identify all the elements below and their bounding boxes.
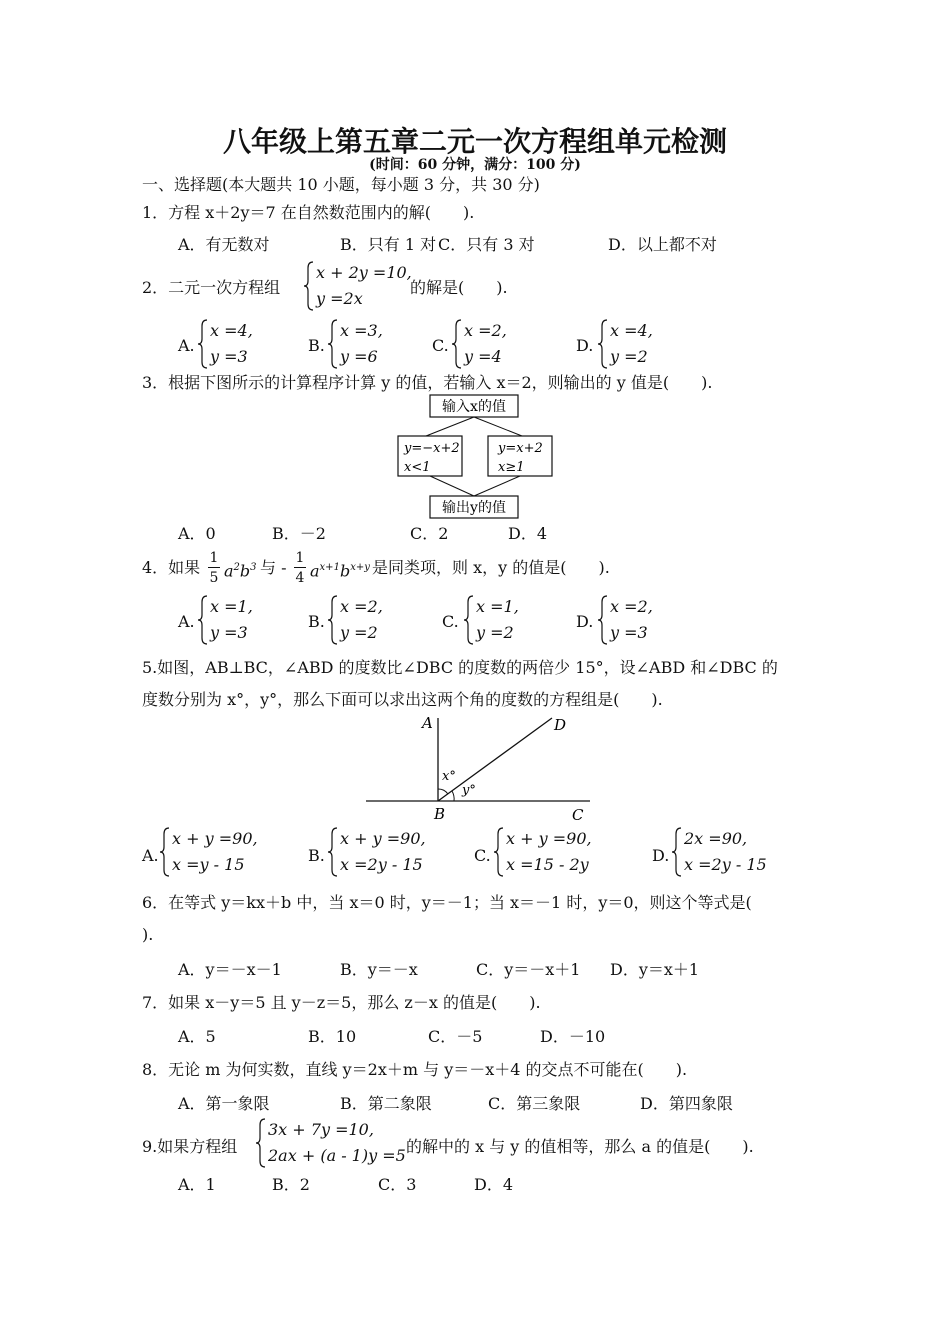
q4-mid: 与 - bbox=[260, 558, 287, 577]
flow-input: 输入x的值 bbox=[442, 399, 506, 415]
page-title: 八年级上第五章二元一次方程组单元检测 bbox=[222, 125, 727, 158]
point-a: A bbox=[422, 714, 433, 732]
q3-stem: 3．根据下图所示的计算程序计算 y 的值，若输入 x＝2，则输出的 y 值是( ). bbox=[142, 373, 713, 392]
flow-right-condition: x≥1 bbox=[498, 460, 525, 475]
q2-system: x + 2y =10, y =2x bbox=[304, 260, 414, 312]
q9-prefix: 9.如果方程组 bbox=[142, 1137, 238, 1156]
q6-option-c: C．y＝－x＋1 bbox=[476, 960, 581, 979]
q8-option-d: D．第四象限 bbox=[640, 1094, 733, 1113]
q5-label-c: C. bbox=[474, 846, 491, 865]
flow-left-formula: y=−x+2 bbox=[404, 441, 460, 456]
q2-option-a: x =4, y =3 bbox=[198, 318, 278, 370]
q2-label-b: B. bbox=[308, 336, 325, 355]
q2-label-c: C. bbox=[432, 336, 449, 355]
q8-option-a: A．第一象限 bbox=[178, 1094, 270, 1113]
angle-y-label: y° bbox=[462, 783, 476, 798]
q2-option-c: x =2, y =4 bbox=[452, 318, 532, 370]
q2-label-d: D. bbox=[576, 336, 594, 355]
q8-option-c: C．第三象限 bbox=[488, 1094, 581, 1113]
q4-suffix: 是同类项，则 x，y 的值是( ). bbox=[372, 558, 610, 577]
point-d: D bbox=[554, 716, 567, 734]
q2-option-d: x =4, y =2 bbox=[598, 318, 678, 370]
q7-option-d: D．－10 bbox=[540, 1027, 606, 1046]
q6-line1: 6．在等式 y＝kx＋b 中，当 x＝0 时，y＝－1；当 x＝－1 时，y＝0，则这个等式是( bbox=[142, 893, 752, 912]
flow-output: 输出y的值 bbox=[442, 500, 506, 516]
angle-x-label: x° bbox=[442, 769, 456, 784]
q9-system: 3x + 7y =10, 2ax + (a - 1)y =5 bbox=[256, 1117, 406, 1169]
q5-option-c: x + y =90, x =15 - 2y bbox=[494, 826, 614, 878]
q9-suffix: 的解中的 x 与 y 的值相等，那么 a 的值是( ). bbox=[406, 1137, 754, 1156]
q7-option-b: B．10 bbox=[308, 1027, 357, 1046]
q3-option-d: D．4 bbox=[508, 524, 548, 543]
q3-flowchart bbox=[390, 392, 570, 522]
q7-stem: 7．如果 x－y＝5 且 y－z＝5，那么 z－x 的值是( ). bbox=[142, 993, 541, 1012]
q7-option-a: A．5 bbox=[178, 1027, 216, 1046]
q7-option-c: C．－5 bbox=[428, 1027, 483, 1046]
q4-option-c: x =1, y =2 bbox=[464, 594, 544, 646]
q6-line2: ). bbox=[142, 925, 154, 944]
q9-option-b: B．2 bbox=[272, 1175, 310, 1194]
q5-label-a: A. bbox=[142, 846, 159, 865]
q8-stem: 8．无论 m 为何实数，直线 y＝2x＋m 与 y＝－x＋4 的交点不可能在( ). bbox=[142, 1060, 688, 1079]
q1-stem: 1．方程 x＋2y＝7 在自然数范围内的解( ). bbox=[142, 203, 475, 222]
q6-option-d: D．y＝x＋1 bbox=[610, 960, 700, 979]
q4-option-b: x =2, y =2 bbox=[328, 594, 408, 646]
q4-label-d: D. bbox=[576, 612, 594, 631]
q2-suffix: 的解是( ). bbox=[410, 278, 508, 297]
q3-option-c: C．2 bbox=[410, 524, 449, 543]
q4-option-d: x =2, y =3 bbox=[598, 594, 678, 646]
q5-option-d: 2x =90, x =2y - 15 bbox=[672, 826, 792, 878]
q4-prefix: 4．如果 bbox=[142, 558, 201, 577]
q5-label-d: D. bbox=[652, 846, 670, 865]
q4-label-c: C. bbox=[442, 612, 459, 631]
exam-info: (时间：60 分钟，满分：100 分) bbox=[369, 157, 581, 173]
q2-label-a: A. bbox=[178, 336, 195, 355]
q9-option-d: D．4 bbox=[474, 1175, 514, 1194]
q9-option-c: C．3 bbox=[378, 1175, 417, 1194]
flow-left-condition: x<1 bbox=[404, 460, 431, 475]
q8-option-b: B．第二象限 bbox=[340, 1094, 432, 1113]
q2-prefix: 2．二元一次方程组 bbox=[142, 278, 281, 297]
q1-option-c: C．只有 3 对 bbox=[438, 235, 535, 254]
q4-label-a: A. bbox=[178, 612, 195, 631]
q3-option-a: A．0 bbox=[178, 524, 216, 543]
q5-line1: 5.如图，AB⊥BC，∠ABD 的度数比∠DBC 的度数的两倍少 15°，设∠ABD 和∠DBC 的 bbox=[142, 658, 778, 677]
q5-label-b: B. bbox=[308, 846, 325, 865]
q6-option-a: A．y＝－x－1 bbox=[178, 960, 282, 979]
q3-option-b: B．－2 bbox=[272, 524, 326, 543]
q5-angle-figure bbox=[360, 710, 620, 826]
q9-option-a: A．1 bbox=[178, 1175, 216, 1194]
q1-option-d: D．以上都不对 bbox=[608, 235, 717, 254]
q4-option-a: x =1, y =3 bbox=[198, 594, 278, 646]
q5-option-b: x + y =90, x =2y - 15 bbox=[328, 826, 448, 878]
point-c: C bbox=[572, 806, 584, 824]
q1-option-a: A．有无数对 bbox=[178, 235, 270, 254]
q4-label-b: B. bbox=[308, 612, 325, 631]
q5-option-a: x + y =90, x =y - 15 bbox=[160, 826, 270, 878]
point-b: B bbox=[434, 805, 446, 823]
q6-option-b: B．y＝－x bbox=[340, 960, 418, 979]
q1-option-b: B．只有 1 对 bbox=[340, 235, 437, 254]
q5-line2: 度数分别为 x°，y°，那么下面可以求出这两个角的度数的方程组是( ). bbox=[142, 690, 663, 709]
q2-option-b: x =3, y =6 bbox=[328, 318, 408, 370]
section-heading: 一、选择题(本大题共 10 小题，每小题 3 分，共 30 分) bbox=[142, 175, 540, 194]
flow-right-formula: y=x+2 bbox=[498, 441, 543, 456]
